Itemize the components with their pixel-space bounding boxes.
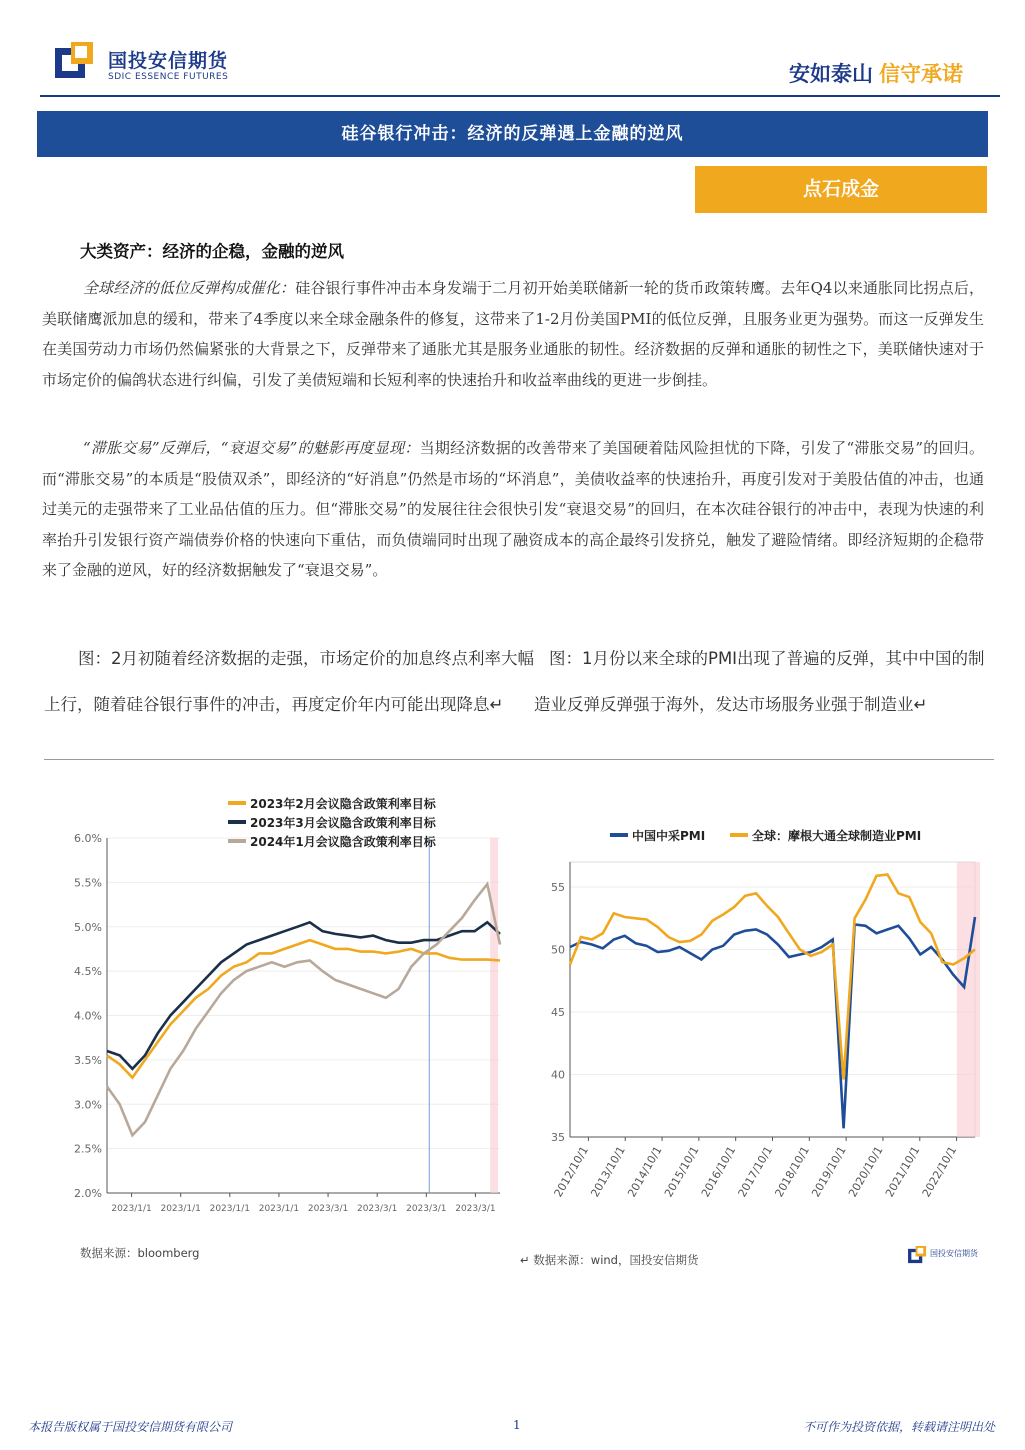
highlight-band	[957, 862, 980, 1137]
plot-frame	[570, 862, 975, 1137]
y-tick-label: 2.5%	[74, 1142, 102, 1156]
x-tick-label: 2018/10/1	[772, 1144, 812, 1200]
legend-label: 2023年3月会议隐含政策利率目标	[250, 816, 436, 830]
x-tick-label: 2023/3/1	[406, 1204, 447, 1214]
y-tick-label: 55	[551, 881, 565, 894]
series-line	[107, 884, 500, 1135]
series-line	[570, 875, 975, 1080]
x-tick-label: 2017/10/1	[735, 1144, 776, 1200]
chart-policy-rate	[74, 796, 500, 1214]
paragraph-1-lead: 全球经济的低位反弹构成催化：	[83, 279, 296, 297]
x-tick-label: 2019/10/1	[809, 1144, 849, 1200]
chart-2-source-text: 数据来源：wind，国投安信期货	[533, 1253, 699, 1267]
y-tick-label: 4.0%	[74, 1009, 102, 1023]
y-tick-label: 35	[551, 1131, 565, 1144]
series-line	[107, 922, 500, 1069]
section-heading: 大类资产：经济的企稳，金融的逆风	[80, 242, 344, 261]
y-tick-label: 40	[551, 1068, 565, 1082]
footer-disclaimer: 不可作为投资依据，转载请注明出处	[802, 1420, 995, 1434]
y-tick-label: 3.5%	[74, 1053, 102, 1067]
x-tick-label: 2022/10/1	[919, 1144, 960, 1200]
y-tick-label: 6.0%	[74, 832, 102, 845]
x-tick-label: 2023/3/1	[356, 1204, 398, 1214]
column-tag: 点石成金	[695, 166, 987, 213]
y-tick-label: 5.0%	[74, 920, 102, 934]
footer-page-number: 1	[513, 1418, 521, 1432]
company-name-en: SDIC ESSENCE FUTURES	[108, 72, 229, 82]
x-tick-label: 2020/10/1	[846, 1144, 886, 1200]
x-tick-label: 2023/1/1	[209, 1204, 251, 1214]
company-name-cn: 国投安信期货	[108, 50, 229, 72]
small-logo-mark	[908, 1246, 928, 1269]
x-tick-label: 2023/3/1	[455, 1204, 496, 1214]
legend-label: 中国中采PMI	[632, 829, 706, 843]
small-logo-text: 国投安信期货	[930, 1249, 978, 1258]
highlight-band	[490, 838, 498, 1193]
x-tick-label: 2015/10/1	[662, 1144, 702, 1200]
y-tick-label: 4.5%	[74, 965, 102, 979]
chart-2-source: ↵ 数据来源：wind，国投安信期货	[520, 1253, 699, 1267]
x-tick-label: 2023/1/1	[111, 1204, 152, 1214]
y-tick-label: 2.0%	[74, 1187, 102, 1200]
footer-copyright: 本报告版权属于国投安信期货有限公司	[28, 1420, 233, 1434]
chart-1-source: 数据来源：bloomberg	[80, 1246, 200, 1260]
x-tick-label: 2013/10/1	[588, 1144, 628, 1200]
y-tick-label: 50	[551, 943, 565, 957]
x-tick-label: 2014/10/1	[625, 1144, 665, 1200]
caption-left-line-2: 上行，随着硅谷银行事件的冲击，再度定价年内可能出现降息↵	[44, 695, 504, 714]
x-tick-label: 2023/1/1	[160, 1204, 201, 1214]
x-tick-label: 2021/10/1	[882, 1144, 923, 1200]
paragraph-2-lead: “滞胀交易”反弹后，“衰退交易”的魅影再度显现：	[83, 439, 420, 457]
paragraph-2-body: 当期经济数据的改善带来了美国硬着陆风险担忧的下降，引发了“滞胀交易”的回归。而“滞胀交易”的本质是“股债双杀”，即经济的“好消息”仍然是市场的“坏消息”，美债收益率的快速抬升，再度引发对于美股估值的冲击，也通过美元的走强带来了工业品估值的压力。但“滞胀交易”的发展往往会很快引发“衰退交易”的回归，在本次硅谷银行的冲击中，表现为快速的利率抬升引发银行资产端债券价格的快速向下重估，而负债端同时出现了融资成本的高企最终引发挤兑，触发了避险情绪。即经济短期的企稳带来了金融的逆风，好的经济数据触发了“衰退交易”。	[42, 439, 984, 579]
slogan-part-2: 信守承诺	[879, 62, 963, 86]
slogan-part-1: 安如泰山	[789, 62, 873, 86]
legend-label: 2024年1月会议隐含政策利率目标	[250, 835, 436, 849]
series-line	[570, 917, 975, 1128]
caption-right-line-2: 造业反弹反弹强于海外，发达市场服务业强于制造业↵	[534, 695, 928, 714]
legend-label: 全球：摩根大通全球制造业PMI	[752, 829, 922, 843]
y-tick-label: 45	[551, 1006, 565, 1019]
chart-pmi	[551, 828, 980, 1199]
y-tick-label: 3.0%	[74, 1098, 102, 1112]
caption-right-line-1: 图：1月份以来全球的PMI出现了普遍的反弹，其中中国的制	[549, 649, 985, 668]
legend-label: 2023年2月会议隐含政策利率目标	[250, 797, 436, 811]
caption-left-line-1: 图：2月初随着经济数据的走强，市场定价的加息终点利率大幅	[78, 649, 534, 668]
paragraph-1-body: 硅谷银行事件冲击本身发端于二月初开始美联储新一轮的货币政策转鹰。去年Q4以来通胀同比拐点后，美联储鹰派加息的缓和，带来了4季度以来全球金融条件的修复，这带来了1-2月份美国PMI的低位反弹，且服务业更为强势。而这一反弹发生在美国劳动力市场仍然偏紧张的大背景之下，反弹带来了通胀尤其是服务业通胀的韧性。经济数据的反弹和通胀的韧性之下，美联储快速对于市场定价的偏鸽状态进行纠偏，引发了美债短端和长短利率的快速抬升和收益率曲线的更进一步倒挂。	[42, 279, 984, 389]
report-title: 硅谷银行冲击：经济的反弹遇上金融的逆风	[37, 111, 988, 157]
x-tick-label: 2023/1/1	[258, 1204, 300, 1214]
x-tick-label: 2012/10/1	[551, 1144, 592, 1200]
y-tick-label: 5.5%	[74, 876, 102, 890]
x-tick-label: 2016/10/1	[698, 1144, 739, 1200]
x-tick-label: 2023/3/1	[307, 1204, 349, 1214]
